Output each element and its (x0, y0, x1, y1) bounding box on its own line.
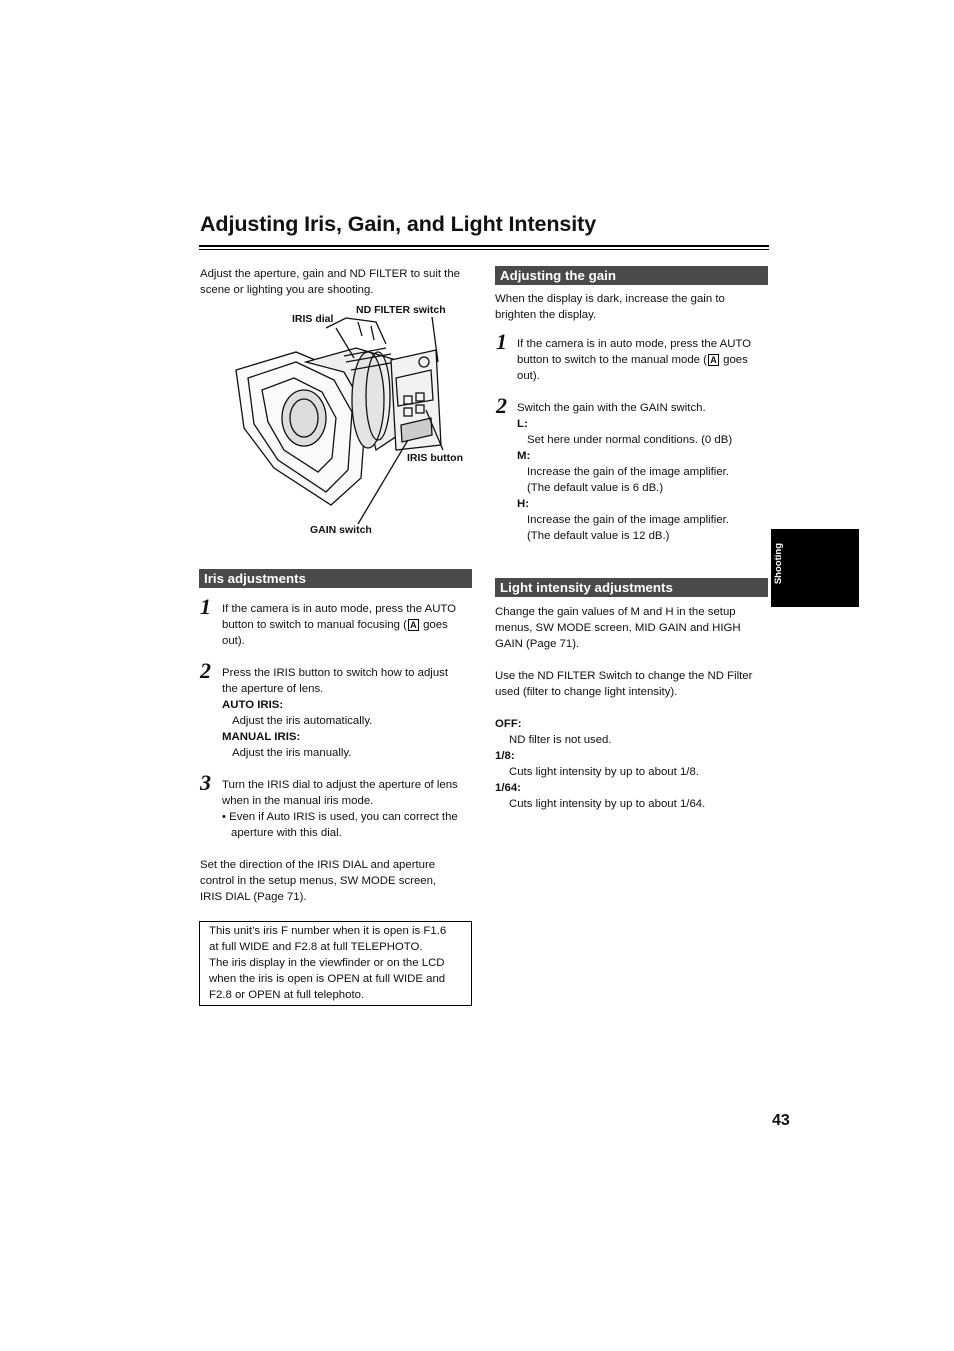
note-line: The iris display in the viewfinder or on the LCD (209, 957, 445, 969)
iris-step-3-number: 3 (200, 770, 211, 795)
intro-line: Adjust the aperture, gain and ND FILTER to suit the (200, 268, 461, 280)
note-line: This unit’s iris F number when it is open is F1.6 (209, 925, 447, 937)
step-line-text: button to switch to manual focusing ( (222, 619, 407, 631)
gain-step-1-number: 1 (496, 329, 507, 354)
light-section-heading: Light intensity adjustments (495, 578, 768, 597)
nd-1-64-label: 1/64: (495, 782, 521, 794)
iris-note-box (199, 921, 472, 1006)
step-line-text: goes (723, 354, 748, 366)
iris-section-heading: Iris adjustments (199, 569, 472, 588)
page-number: 43 (772, 1112, 790, 1129)
step-line-text: goes (423, 619, 448, 631)
bullet-icon: • (222, 811, 226, 823)
gain-switch-label: GAIN switch (310, 524, 372, 536)
nd-1-8-desc: Cuts light intensity by up to about 1/8. (509, 766, 699, 778)
para-line: brighten the display. (495, 309, 597, 321)
note-line: at full WIDE and F2.8 at full TELEPHOTO. (209, 941, 423, 953)
gain-L-label: L: (517, 418, 528, 430)
gain-step-2-number: 2 (496, 393, 507, 418)
iris-dial-label: IRIS dial (292, 313, 334, 325)
intro-paragraph (200, 266, 460, 298)
step-line (517, 352, 751, 368)
step-line: when in the manual iris mode. (222, 795, 374, 807)
spacer (495, 652, 752, 668)
iris-setup-paragraph (200, 857, 436, 905)
iris-step-1-text (222, 601, 456, 649)
note-line: when the iris is open is OPEN at full WIDE and (209, 973, 446, 985)
para-line: When the display is dark, increase the gain to (495, 293, 725, 305)
auto-iris-desc: Adjust the iris automatically. (232, 715, 373, 727)
para-line: menus, SW MODE screen, MID GAIN and HIGH (495, 622, 741, 634)
iris-step-2-text (222, 665, 448, 761)
iris-step-2-number: 2 (200, 658, 211, 683)
para-line: IRIS DIAL (Page 71). (200, 891, 307, 903)
nd-filter-switch-label: ND FILTER switch (356, 304, 446, 316)
nd-off-label: OFF: (495, 718, 522, 730)
gain-H-desc: (The default value is 12 dB.) (527, 530, 670, 542)
title-rule (199, 245, 769, 247)
spacer (495, 700, 752, 716)
iris-button-label: IRIS button (407, 452, 463, 464)
auto-iris-label: AUTO IRIS: (222, 699, 284, 711)
step-line (222, 617, 456, 633)
manual-iris-desc: Adjust the iris manually. (232, 747, 352, 759)
gain-H-desc: Increase the gain of the image amplifier. (527, 514, 729, 526)
side-tab-label: Shooting (773, 543, 784, 585)
gain-M-desc: (The default value is 6 dB.) (527, 482, 664, 494)
light-section-body (495, 604, 752, 812)
auto-mode-indicator-icon: A (408, 619, 419, 631)
gain-intro (495, 291, 725, 323)
para-line: used (filter to change light intensity). (495, 686, 678, 698)
manual-iris-label: MANUAL IRIS: (222, 731, 301, 743)
para-line: Use the ND FILTER Switch to change the ND Filter (495, 670, 753, 682)
para-line: Set the direction of the IRIS DIAL and aperture (200, 859, 436, 871)
camera-lens-illustration (226, 300, 476, 545)
step-line-text: button to switch to the manual mode ( (517, 354, 707, 366)
side-tab (771, 529, 859, 607)
gain-H-label: H: (517, 498, 530, 510)
camera-figure (226, 300, 476, 545)
step-line: the aperture of lens. (222, 683, 324, 695)
auto-mode-indicator-icon: A (708, 354, 719, 366)
bullet-text: Even if Auto IRIS is used, you can correct the (229, 811, 458, 823)
iris-step-1-number: 1 (200, 594, 211, 619)
para-line: control in the setup menus, SW MODE screen, (200, 875, 437, 887)
nd-1-8-label: 1/8: (495, 750, 515, 762)
title-rule-thin (199, 249, 769, 250)
nd-off-desc: ND filter is not used. (509, 734, 612, 746)
step-line: Press the IRIS button to switch how to adjust (222, 667, 449, 679)
step-line: If the camera is in auto mode, press the AUTO (517, 338, 752, 350)
gain-step-1-text (517, 336, 751, 384)
bullet-item (222, 809, 458, 825)
step-line: If the camera is in auto mode, press the AUTO (222, 603, 457, 615)
bullet-text-cont: aperture with this dial. (231, 827, 342, 839)
iris-step-3-text (222, 777, 458, 841)
note-line: F2.8 or OPEN at full telephoto. (209, 989, 365, 1001)
para-line: GAIN (Page 71). (495, 638, 580, 650)
intro-line: scene or lighting you are shooting. (200, 284, 374, 296)
gain-M-desc: Increase the gain of the image amplifier. (527, 466, 729, 478)
step-line: Turn the IRIS dial to adjust the aperture of lens (222, 779, 458, 791)
step-line: out). (222, 635, 245, 647)
step-line: Switch the gain with the GAIN switch. (517, 402, 706, 414)
gain-section-heading: Adjusting the gain (495, 266, 768, 285)
page-title: Adjusting Iris, Gain, and Light Intensity (200, 212, 597, 236)
gain-L-desc: Set here under normal conditions. (0 dB) (527, 434, 733, 446)
para-line: Change the gain values of M and H in the setup (495, 606, 736, 618)
gain-step-2-text (517, 400, 732, 544)
nd-1-64-desc: Cuts light intensity by up to about 1/64. (509, 798, 706, 810)
step-line: out). (517, 370, 540, 382)
gain-M-label: M: (517, 450, 531, 462)
